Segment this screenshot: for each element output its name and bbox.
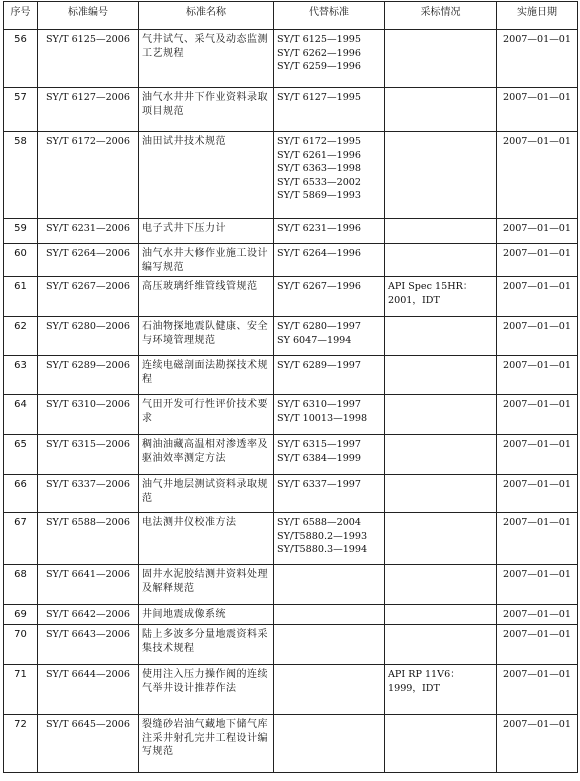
implementation-date-cell: 2007—01—01 bbox=[497, 395, 578, 435]
table-row bbox=[4, 625, 578, 665]
replaced-standard-entry: SY/T 6310—1997 bbox=[277, 399, 362, 410]
replaced-standard-entry: SY/T 6262—1996 bbox=[277, 47, 362, 59]
implementation-date-cell: 2007—01—01 bbox=[497, 219, 578, 244]
replaced-standards-cell bbox=[274, 88, 385, 132]
replaced-standard-entry: SY/T 6280—1997 bbox=[277, 321, 362, 332]
standard-name-cell: 油气井地层测试资料录取规范 bbox=[139, 475, 274, 513]
standard-code-cell: SY/T 6315—2006 bbox=[38, 435, 139, 475]
standard-code-cell: SY/T 6280—2006 bbox=[38, 317, 139, 356]
table-row bbox=[4, 435, 578, 475]
adoption-status-cell bbox=[385, 605, 497, 625]
standard-name-cell: 油气水井井下作业资料录取项目规范 bbox=[139, 88, 274, 132]
adoption-status-cell bbox=[385, 435, 497, 475]
standard-code-cell: SY/T 6310—2006 bbox=[38, 395, 139, 435]
replaced-standards-cell bbox=[274, 277, 385, 317]
table-row bbox=[4, 219, 578, 244]
standard-code-cell: SY/T 6642—2006 bbox=[38, 605, 139, 625]
implementation-date-cell: 2007—01—01 bbox=[497, 88, 578, 132]
adoption-status-cell bbox=[385, 244, 497, 277]
implementation-date-cell: 2007—01—01 bbox=[497, 513, 578, 565]
adoption-status-cell bbox=[385, 132, 497, 219]
replaced-standard-entry: SY 6047—1994 bbox=[277, 334, 352, 346]
replaced-standard-entry: SY/T 6127—1995 bbox=[277, 92, 362, 103]
serial-no-cell: 57 bbox=[4, 88, 38, 132]
replaced-standards-cell bbox=[274, 244, 385, 277]
replaced-standard-entry: SY/T 6231—1996 bbox=[277, 223, 362, 234]
implementation-date-cell: 2007—01—01 bbox=[497, 625, 578, 665]
standard-code-cell: SY/T 6172—2006 bbox=[38, 132, 139, 219]
standard-name-cell: 高压玻璃纤维管线管规范 bbox=[139, 277, 274, 317]
implementation-date-cell: 2007—01—01 bbox=[497, 277, 578, 317]
table-row bbox=[4, 565, 578, 605]
adoption-status-cell bbox=[385, 395, 497, 435]
table-row bbox=[4, 475, 578, 513]
header-standard-code: 标准编号 bbox=[38, 2, 139, 30]
serial-no-cell: 68 bbox=[4, 565, 38, 605]
replaced-standard-entry: SY/T 6125—1995 bbox=[277, 34, 362, 45]
standard-code-cell: SY/T 6644—2006 bbox=[38, 665, 139, 715]
adoption-status-cell bbox=[385, 317, 497, 356]
replaced-standards-cell bbox=[274, 513, 385, 565]
table-row bbox=[4, 715, 578, 773]
standard-name-cell: 石油物探地震队健康、安全与环境管理规范 bbox=[139, 317, 274, 356]
adoption-status-cell bbox=[385, 475, 497, 513]
standard-name-cell: 电子式井下压力计 bbox=[139, 219, 274, 244]
replaced-standard-entry: SY/T 6363—1998 bbox=[277, 163, 362, 174]
replaced-standards-cell bbox=[274, 665, 385, 715]
standard-code-cell: SY/T 6643—2006 bbox=[38, 625, 139, 665]
table-row bbox=[4, 513, 578, 565]
replaced-standard-entry: SY/T5880.3—1994 bbox=[277, 544, 368, 555]
implementation-date-cell: 2007—01—01 bbox=[497, 356, 578, 395]
serial-no-cell: 62 bbox=[4, 317, 38, 356]
implementation-date-cell: 2007—01—01 bbox=[497, 132, 578, 219]
serial-no-cell: 58 bbox=[4, 132, 38, 219]
adoption-status-cell bbox=[385, 625, 497, 665]
table-row bbox=[4, 244, 578, 277]
replaced-standard-entry: SY/T 10013—1998 bbox=[277, 412, 368, 424]
standard-code-cell: SY/T 6125—2006 bbox=[38, 30, 139, 88]
replaced-standards-cell bbox=[274, 625, 385, 665]
table-header bbox=[4, 2, 578, 30]
header-serial-no: 序号 bbox=[4, 2, 38, 30]
standard-name-cell: 电法测井仪校准方法 bbox=[139, 513, 274, 565]
implementation-date-cell: 2007—01—01 bbox=[497, 565, 578, 605]
replaced-standards-cell bbox=[274, 395, 385, 435]
replaced-standards-cell bbox=[274, 30, 385, 88]
adoption-status-cell bbox=[385, 356, 497, 395]
replaced-standards-cell bbox=[274, 132, 385, 219]
standards-table bbox=[3, 1, 578, 773]
standard-name-cell: 固井水泥胶结测井资料处理及解释规范 bbox=[139, 565, 274, 605]
serial-no-cell: 56 bbox=[4, 30, 38, 88]
implementation-date-cell: 2007—01—01 bbox=[497, 30, 578, 88]
standard-name-cell: 陆上多波多分量地震资料采集技术规程 bbox=[139, 625, 274, 665]
standard-code-cell: SY/T 6231—2006 bbox=[38, 219, 139, 244]
table-row bbox=[4, 317, 578, 356]
implementation-date-cell: 2007—01—01 bbox=[497, 715, 578, 773]
standard-name-cell: 连续电磁剖面法勘探技术规程 bbox=[139, 356, 274, 395]
standard-name-cell: 井间地震成像系统 bbox=[139, 605, 274, 625]
header-implementation-date: 实施日期 bbox=[497, 2, 578, 30]
table-row bbox=[4, 665, 578, 715]
replaced-standards-cell bbox=[274, 605, 385, 625]
standard-name-cell: 气田开发可行性评价技术要求 bbox=[139, 395, 274, 435]
standard-code-cell: SY/T 6267—2006 bbox=[38, 277, 139, 317]
serial-no-cell: 61 bbox=[4, 277, 38, 317]
adoption-status-cell bbox=[385, 219, 497, 244]
table-row bbox=[4, 356, 578, 395]
standard-name-cell: 裂缝砂岩油气藏地下储气库注采井射孔完井工程设计编写规范 bbox=[139, 715, 274, 773]
standard-name-cell: 油田试井技术规范 bbox=[139, 132, 274, 219]
table-row bbox=[4, 30, 578, 88]
implementation-date-cell: 2007—01—01 bbox=[497, 244, 578, 277]
serial-no-cell: 65 bbox=[4, 435, 38, 475]
standard-code-cell: SY/T 6645—2006 bbox=[38, 715, 139, 773]
replaced-standard-entry: SY/T 6315—1997 bbox=[277, 439, 362, 450]
standard-code-cell: SY/T 6588—2006 bbox=[38, 513, 139, 565]
serial-no-cell: 70 bbox=[4, 625, 38, 665]
replaced-standards-cell bbox=[274, 435, 385, 475]
adoption-status-cell: API RP 11V6：1999，IDT bbox=[385, 665, 497, 715]
standard-name-cell: 油气水井大修作业施工设计编写规范 bbox=[139, 244, 274, 277]
implementation-date-cell: 2007—01—01 bbox=[497, 665, 578, 715]
table-row bbox=[4, 132, 578, 219]
replaced-standards-cell bbox=[274, 317, 385, 356]
standard-code-cell: SY/T 6641—2006 bbox=[38, 565, 139, 605]
implementation-date-cell: 2007—01—01 bbox=[497, 605, 578, 625]
replaced-standard-entry: SY/T 6264—1996 bbox=[277, 248, 362, 259]
replaced-standard-entry: SY/T5880.2—1993 bbox=[277, 530, 368, 542]
replaced-standard-entry: SY/T 6533—2002 bbox=[277, 176, 362, 188]
serial-no-cell: 59 bbox=[4, 219, 38, 244]
serial-no-cell: 63 bbox=[4, 356, 38, 395]
replaced-standards-cell bbox=[274, 356, 385, 395]
header-adoption-status: 采标情况 bbox=[385, 2, 497, 30]
replaced-standards-cell bbox=[274, 475, 385, 513]
replaced-standard-entry: SY/T 6384—1999 bbox=[277, 452, 362, 464]
replaced-standards-cell bbox=[274, 715, 385, 773]
implementation-date-cell: 2007—01—01 bbox=[497, 317, 578, 356]
replaced-standard-entry: SY/T 6259—1996 bbox=[277, 61, 362, 72]
standard-code-cell: SY/T 6337—2006 bbox=[38, 475, 139, 513]
header-standard-name: 标准名称 bbox=[139, 2, 274, 30]
replaced-standard-entry: SY/T 5869—1993 bbox=[277, 190, 362, 201]
replaced-standard-entry: SY/T 6337—1997 bbox=[277, 479, 362, 490]
adoption-status-cell bbox=[385, 88, 497, 132]
replaced-standard-entry: SY/T 6172—1995 bbox=[277, 136, 362, 147]
standard-code-cell: SY/T 6289—2006 bbox=[38, 356, 139, 395]
header-row bbox=[4, 2, 578, 30]
adoption-status-cell bbox=[385, 513, 497, 565]
standard-name-cell: 使用注入压力操作阀的连续气举井设计推荐作法 bbox=[139, 665, 274, 715]
serial-no-cell: 60 bbox=[4, 244, 38, 277]
serial-no-cell: 64 bbox=[4, 395, 38, 435]
implementation-date-cell: 2007—01—01 bbox=[497, 475, 578, 513]
replaced-standard-entry: SY/T 6588—2004 bbox=[277, 517, 362, 528]
serial-no-cell: 69 bbox=[4, 605, 38, 625]
adoption-status-cell bbox=[385, 30, 497, 88]
serial-no-cell: 72 bbox=[4, 715, 38, 773]
standard-name-cell: 气井试气、采气及动态监测工艺规程 bbox=[139, 30, 274, 88]
serial-no-cell: 67 bbox=[4, 513, 38, 565]
replaced-standard-entry: SY/T 6261—1996 bbox=[277, 149, 362, 161]
standard-code-cell: SY/T 6127—2006 bbox=[38, 88, 139, 132]
table-row bbox=[4, 88, 578, 132]
table-body bbox=[4, 30, 578, 773]
standard-name-cell: 稠油油藏高温相对渗透率及驱油效率测定方法 bbox=[139, 435, 274, 475]
implementation-date-cell: 2007—01—01 bbox=[497, 435, 578, 475]
replaced-standards-cell bbox=[274, 219, 385, 244]
replaced-standard-entry: SY/T 6267—1996 bbox=[277, 281, 362, 292]
standard-code-cell: SY/T 6264—2006 bbox=[38, 244, 139, 277]
serial-no-cell: 71 bbox=[4, 665, 38, 715]
replaced-standards-cell bbox=[274, 565, 385, 605]
table-row bbox=[4, 277, 578, 317]
adoption-status-cell bbox=[385, 565, 497, 605]
adoption-status-cell: API Spec 15HR：2001，IDT bbox=[385, 277, 497, 317]
adoption-status-cell bbox=[385, 715, 497, 773]
header-replaced-standards: 代替标准 bbox=[274, 2, 385, 30]
table-row bbox=[4, 605, 578, 625]
table-row bbox=[4, 395, 578, 435]
replaced-standard-entry: SY/T 6289—1997 bbox=[277, 360, 362, 371]
serial-no-cell: 66 bbox=[4, 475, 38, 513]
